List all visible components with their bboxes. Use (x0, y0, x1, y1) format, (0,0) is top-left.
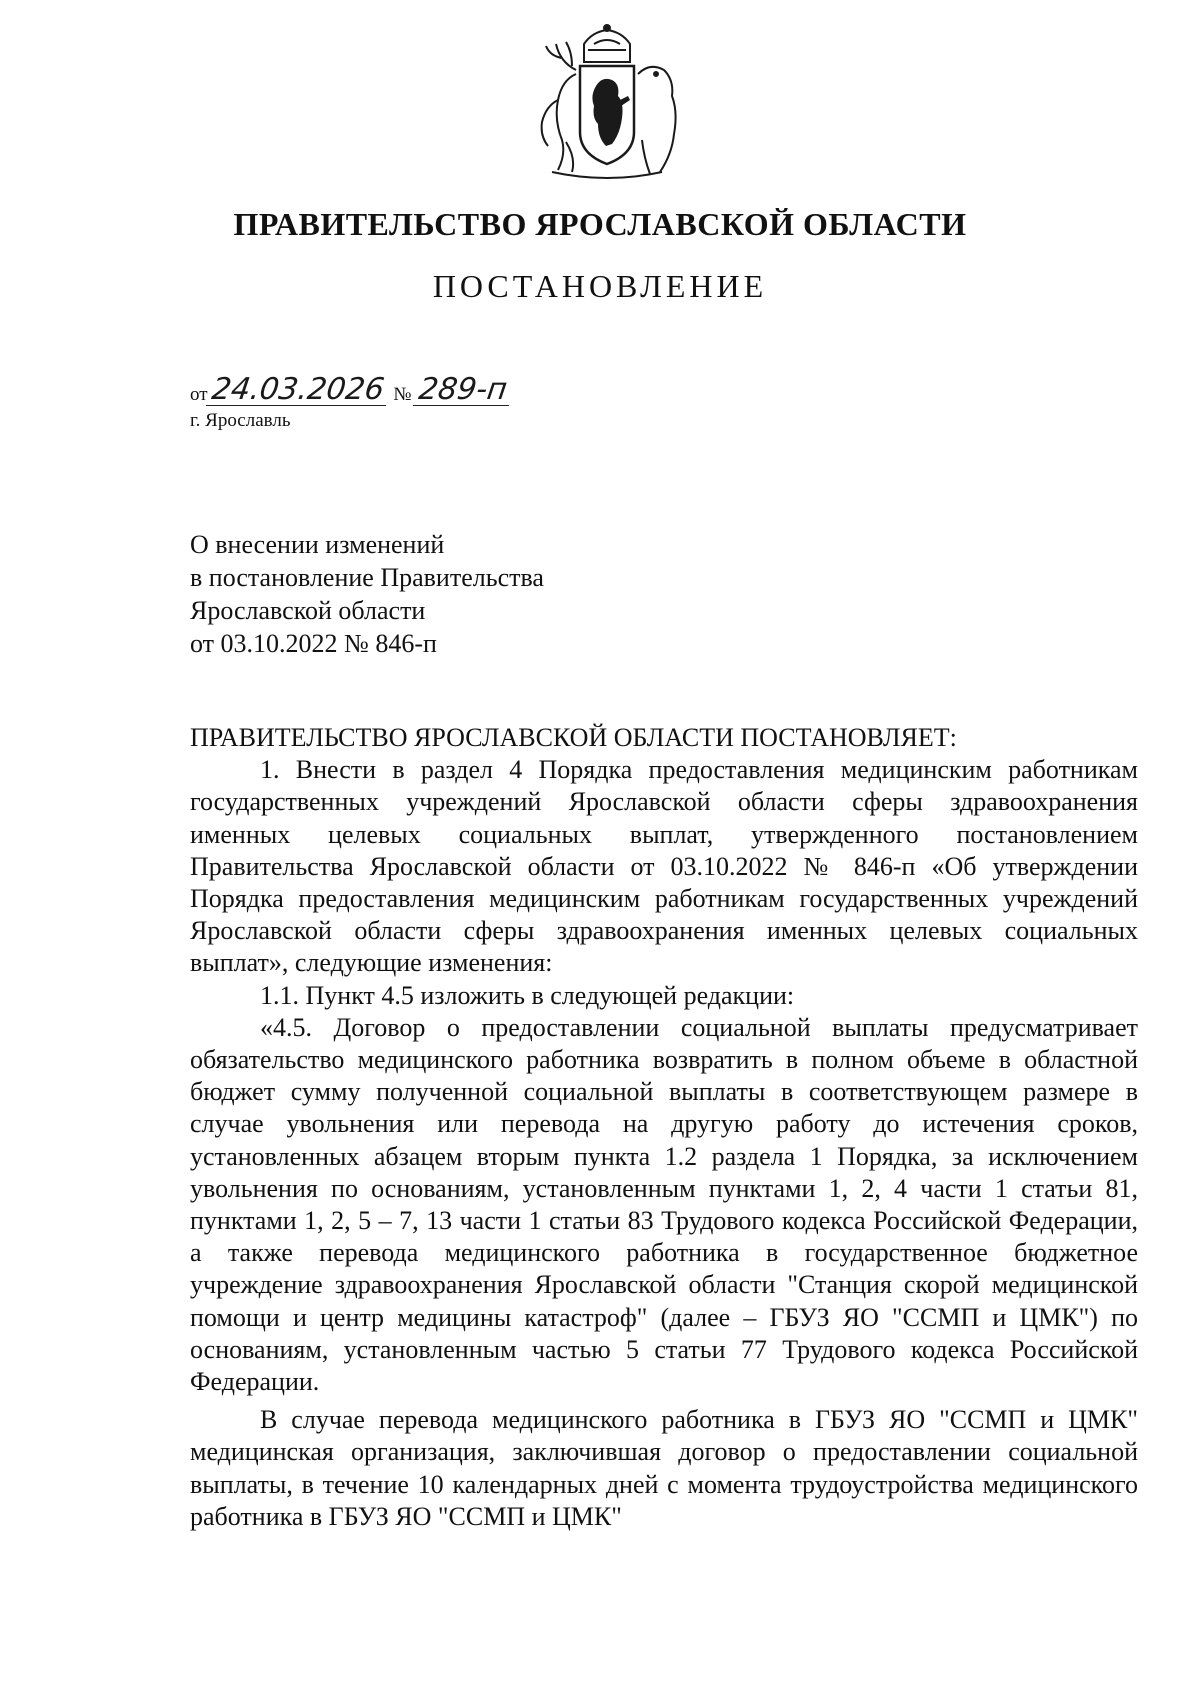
document-date: 24.03.2026 (205, 375, 389, 406)
subject-line: от 03.10.2022 № 846-п (190, 629, 437, 658)
subject-line: Ярославской области (190, 596, 426, 625)
resolution-heading: ПРАВИТЕЛЬСТВО ЯРОСЛАВСКОЙ ОБЛАСТИ ПОСТАНОВЛЯЕТ: (190, 723, 957, 752)
date-number-line (190, 366, 511, 406)
number-sign: № (393, 384, 412, 405)
coat-of-arms-icon (532, 22, 682, 182)
subject-line: в постановление Правительства (190, 563, 544, 592)
date-prefix: от (190, 384, 208, 405)
paragraph: 1.1. Пункт 4.5 изложить в следующей редакции: (260, 980, 795, 1010)
document-type: ПОСТАНОВЛЕНИЕ (432, 268, 768, 304)
document-number: 289-п (413, 375, 513, 406)
document-body (190, 722, 1138, 1533)
government-title: ПРАВИТЕЛЬСТВО ЯРОСЛАВСКОЙ ОБЛАСТИ (233, 206, 967, 242)
paragraph: 1. Внести в раздел 4 Порядка предоставления медицинским работникам государственных учреждений Ярославской области сферы здравоохранения именных целевых социальных выплат, утвержденного постановлением Правительства Ярославской области от 03.10.2022 № 846-п «Об утверждении Порядка предоставления медицинским работникам государственных учреждений Ярославской области сферы здравоохранения именных целевых социальных выплат», следующие изменения: (190, 755, 1138, 978)
paragraph: «4.5. Договор о предоставлении социальной выплаты предусматривает обязательство медицинского работника возвратить в полном объеме в областной бюджет сумму полученной социальной выплаты в соответствующем размере в случае увольнения или перевода на другую работу до истечения сроков, установленных абзацем вторым пункта 1.2 раздела 1 Порядка, за исключением увольнения по основаниям, установленным пунктами 1, 2, 4 части 1 статьи 81, пунктами 1, 2, 5 – 7, 13 части 1 статьи 83 Трудового кодекса Российской Федерации, а также перевода медицинского работника в государственное бюджетное учреждение здравоохранения Ярославской области "Станция скорой медицинской помощи и центр медицины катастроф" (далее – ГБУЗ ЯО "ССМП и ЦМК") по основаниям, установленным частью 5 статьи 77 Трудового кодекса Российской Федерации. (190, 1012, 1138, 1397)
subject-line: О внесении изменений (190, 530, 445, 559)
document-subject (190, 528, 544, 660)
paragraph: В случае перевода медицинского работника в ГБУЗ ЯО "ССМП и ЦМК" медицинская организация, заключившая договор о предоставлении социальной выплаты, в течение 10 календарных дней с момента трудоустройства медицинского работника в ГБУЗ ЯО "ССМП и ЦМК" (190, 1405, 1138, 1531)
city: г. Ярославль (190, 410, 291, 431)
